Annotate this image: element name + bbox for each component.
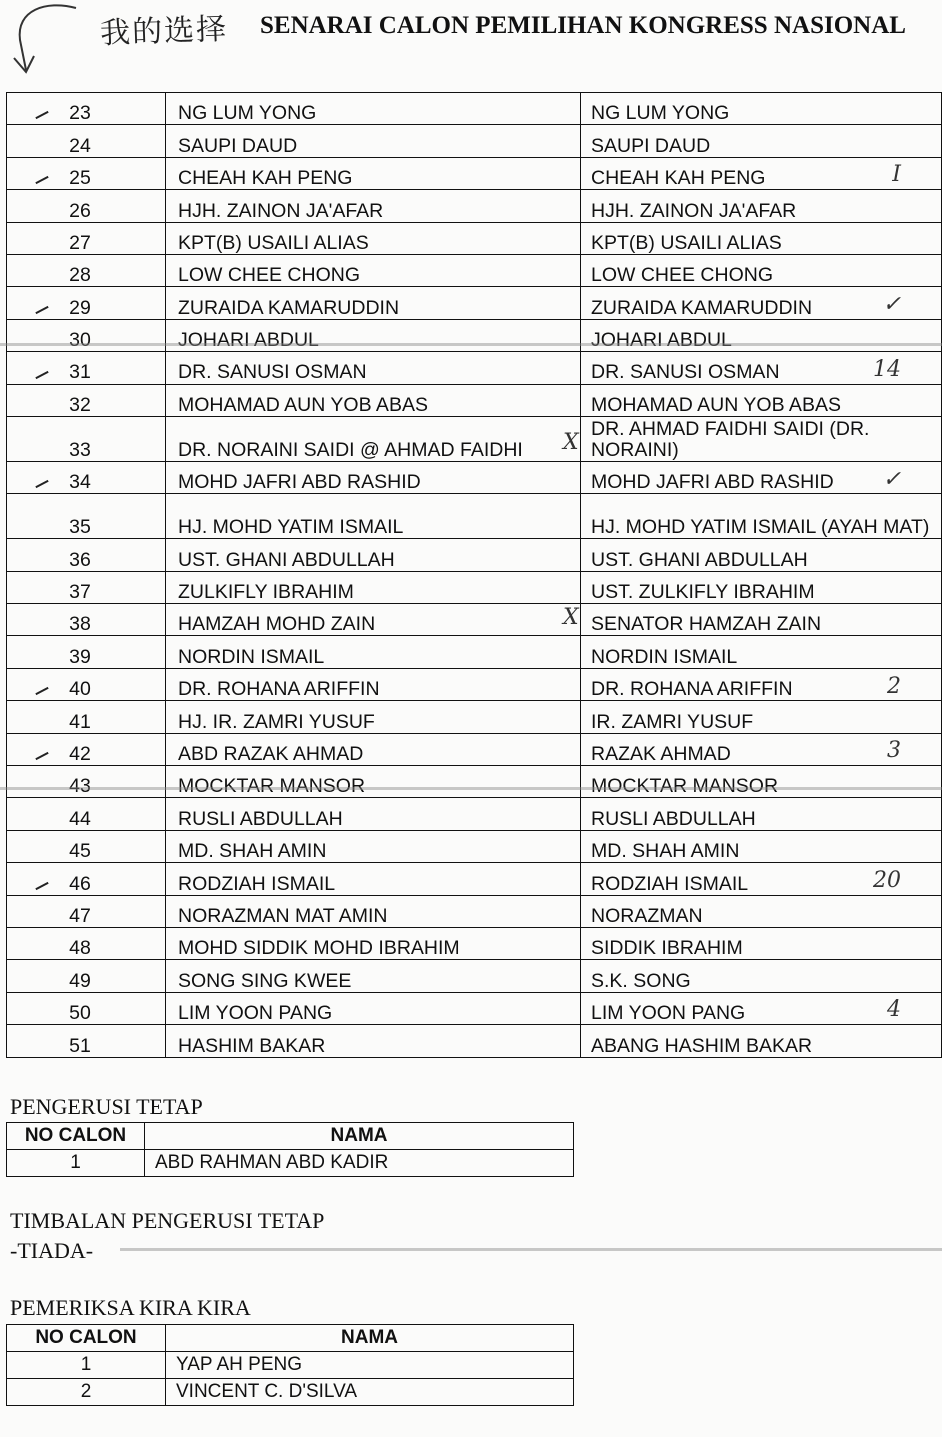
cell-no <box>7 766 166 798</box>
cell-name: DR. NORAINI SAIDI @ AHMAD FAIDHI <box>166 416 581 461</box>
table-row <box>7 254 942 286</box>
pemeriksa-table <box>6 1324 574 1406</box>
row-number: 39 <box>69 645 91 668</box>
row-number: 26 <box>69 199 91 222</box>
tick-mark-icon <box>35 370 48 378</box>
row-number: 31 <box>69 361 91 384</box>
handwritten-mark: 14 <box>873 356 901 382</box>
cell-no <box>7 895 166 927</box>
ballot-name: NORDIN ISMAIL <box>591 645 738 668</box>
table-row <box>7 895 942 927</box>
cell-ballot-name <box>581 895 942 927</box>
cell-ballot-name <box>581 461 942 493</box>
table-row <box>7 733 942 765</box>
row-number: 41 <box>69 710 91 733</box>
table-row <box>7 539 942 571</box>
row-number: 34 <box>69 471 91 494</box>
row-number: 47 <box>69 904 91 927</box>
cell-ballot-name <box>581 992 942 1024</box>
ballot-name: SENATOR HAMZAH ZAIN <box>591 613 822 636</box>
tick-mark-icon <box>35 306 48 314</box>
cell-name: JOHARI ABDUL <box>166 319 581 351</box>
tick-mark-icon <box>35 687 48 695</box>
cell-ballot-name <box>563 604 942 636</box>
cell-ballot-name <box>563 416 942 461</box>
candidate-table <box>6 92 942 1058</box>
cell-no <box>7 668 166 700</box>
cell-ballot-name <box>581 125 942 157</box>
table-row <box>7 1352 574 1379</box>
cell-name: RUSLI ABDULLAH <box>166 798 581 830</box>
table-row <box>7 384 942 416</box>
table-row <box>7 352 942 384</box>
row-number: 29 <box>69 296 91 319</box>
col-header-nama: NAMA <box>166 1325 574 1352</box>
cell-name: LOW CHEE CHONG <box>166 254 581 286</box>
table-row <box>7 798 942 830</box>
row-number: 27 <box>69 231 91 254</box>
cell-no <box>7 93 166 125</box>
col-header-nama: NAMA <box>145 1123 574 1150</box>
cell-ballot-name <box>581 157 942 189</box>
row-number: 24 <box>69 134 91 157</box>
cell-no <box>7 539 166 571</box>
table-row <box>7 1025 942 1057</box>
cell-name: RODZIAH ISMAIL <box>166 863 581 895</box>
cell-no <box>7 960 166 992</box>
cell-no: 1 <box>7 1352 166 1379</box>
cell-ballot-name <box>581 222 942 254</box>
ballot-name: DR. AHMAD FAIDHI SAIDI (DR. NORAINI) <box>591 417 870 461</box>
handwritten-mark: ✓ <box>882 466 901 492</box>
cell-name: MD. SHAH AMIN <box>166 830 581 862</box>
row-number: 45 <box>69 840 91 863</box>
row-number: 28 <box>69 264 91 287</box>
cell-no <box>7 604 166 636</box>
ballot-name: UST. GHANI ABDULLAH <box>591 548 808 571</box>
ballot-name: MOHD JAFRI ABD RASHID <box>591 471 834 494</box>
tick-mark-icon <box>35 881 48 889</box>
tick-mark-icon <box>35 752 48 760</box>
ballot-name: HJH. ZAINON JA'AFAR <box>591 199 797 222</box>
row-number: 36 <box>69 548 91 571</box>
ballot-name: KPT(B) USAILI ALIAS <box>591 231 782 254</box>
cell-no <box>7 830 166 862</box>
cell-no <box>7 157 166 189</box>
row-number: 35 <box>69 516 91 539</box>
cell-no <box>7 571 166 603</box>
cell-name: HAMZAH MOHD ZAIN <box>166 604 581 636</box>
cell-name: KPT(B) USAILI ALIAS <box>166 222 581 254</box>
ballot-name: MOHAMAD AUN YOB ABAS <box>591 393 841 416</box>
cell-name: ZURAIDA KAMARUDDIN <box>166 287 581 319</box>
cell-name: NORAZMAN MAT AMIN <box>166 895 581 927</box>
table-row <box>7 319 942 351</box>
table-row <box>7 125 942 157</box>
ballot-name: RODZIAH ISMAIL <box>591 872 749 895</box>
cell-no: 2 <box>7 1379 166 1406</box>
ballot-name: SIDDIK IBRAHIM <box>591 937 743 960</box>
cell-name: HJ. MOHD YATIM ISMAIL <box>166 494 581 539</box>
cell-ballot-name <box>581 733 942 765</box>
cell-name: LIM YOON PANG <box>166 992 581 1024</box>
ballot-name: NORAZMAN <box>591 904 703 927</box>
cell-ballot-name <box>581 384 942 416</box>
ballot-name: DR. SANUSI OSMAN <box>591 361 780 384</box>
ballot-name: SAUPI DAUD <box>591 134 711 157</box>
cell-no <box>7 190 166 222</box>
cell-no <box>7 254 166 286</box>
cell-ballot-name <box>581 960 942 992</box>
table-row <box>7 494 942 539</box>
cell-name: NG LUM YONG <box>166 93 581 125</box>
cell-name: SONG SING KWEE <box>166 960 581 992</box>
handwritten-mark: 3 <box>887 738 901 764</box>
table-row <box>7 604 942 636</box>
ballot-name: HJ. MOHD YATIM ISMAIL (AYAH MAT) <box>591 516 930 539</box>
ballot-name: JOHARI ABDUL <box>591 329 732 352</box>
table-row <box>7 701 942 733</box>
row-number: 23 <box>69 102 91 125</box>
handwritten-title: 我的选择 <box>99 11 229 52</box>
ballot-name: RUSLI ABDULLAH <box>591 807 756 830</box>
row-number: 30 <box>69 329 91 352</box>
cell-name: ABD RAZAK AHMAD <box>166 733 581 765</box>
cell-ballot-name <box>581 766 942 798</box>
table-row <box>7 461 942 493</box>
cell-name: MOHD JAFRI ABD RASHID <box>166 461 581 493</box>
table-row <box>7 863 942 895</box>
cell-name: ZULKIFLY IBRAHIM <box>166 571 581 603</box>
handwritten-mark: ✓ <box>882 291 901 317</box>
cell-no <box>7 494 166 539</box>
cell-ballot-name <box>581 494 942 539</box>
ballot-name: S.K. SONG <box>591 969 691 992</box>
cell-ballot-name <box>581 830 942 862</box>
ballot-name: CHEAH KAH PENG <box>591 167 766 190</box>
table-row <box>7 416 942 461</box>
cell-no <box>7 863 166 895</box>
paper-crease <box>120 1248 942 1251</box>
cell-name: YAP AH PENG <box>166 1352 574 1379</box>
cell-name: CHEAH KAH PENG <box>166 157 581 189</box>
cell-ballot-name <box>581 863 942 895</box>
cell-name: SAUPI DAUD <box>166 125 581 157</box>
x-mark-icon: X <box>563 430 579 456</box>
ballot-name: IR. ZAMRI YUSUF <box>591 710 754 733</box>
row-number: 48 <box>69 937 91 960</box>
cell-ballot-name <box>581 352 942 384</box>
row-number: 43 <box>69 775 91 798</box>
table-row <box>7 960 942 992</box>
cell-name: HJ. IR. ZAMRI YUSUF <box>166 701 581 733</box>
cell-no <box>7 992 166 1024</box>
handwritten-mark: 4 <box>887 997 901 1023</box>
cell-ballot-name <box>581 190 942 222</box>
ballot-name: LOW CHEE CHONG <box>591 264 774 287</box>
ballot-name: NG LUM YONG <box>591 102 730 125</box>
cell-ballot-name <box>581 927 942 959</box>
row-number: 49 <box>69 969 91 992</box>
cell-no <box>7 287 166 319</box>
cell-name: NORDIN ISMAIL <box>166 636 581 668</box>
row-number: 37 <box>69 581 91 604</box>
col-header-no: NO CALON <box>7 1123 145 1150</box>
row-number: 50 <box>69 1002 91 1025</box>
x-mark-icon: X <box>563 604 579 630</box>
cell-no <box>7 319 166 351</box>
ballot-name: RAZAK AHMAD <box>591 742 731 765</box>
table-row <box>7 1379 574 1406</box>
table-row <box>7 1150 574 1177</box>
cell-no <box>7 461 166 493</box>
cell-ballot-name <box>581 1025 942 1057</box>
table-row <box>7 830 942 862</box>
cell-name: MOHD SIDDIK MOHD IBRAHIM <box>166 927 581 959</box>
cell-ballot-name <box>581 287 942 319</box>
cell-name: VINCENT C. D'SILVA <box>166 1379 574 1406</box>
cell-name: MOHAMAD AUN YOB ABAS <box>166 384 581 416</box>
row-number: 44 <box>69 807 91 830</box>
cell-ballot-name <box>581 571 942 603</box>
table-row <box>7 190 942 222</box>
row-number: 42 <box>69 742 91 765</box>
cell-ballot-name <box>581 636 942 668</box>
table-row <box>7 93 942 125</box>
cell-no: 1 <box>7 1150 145 1177</box>
ballot-name: MD. SHAH AMIN <box>591 840 740 863</box>
cell-name: UST. GHANI ABDULLAH <box>166 539 581 571</box>
pengerusi-table <box>6 1122 574 1177</box>
ballot-name: MOCKTAR MANSOR <box>591 775 779 798</box>
pemeriksa-label: PEMERIKSA KIRA KIRA <box>10 1295 251 1320</box>
cell-name: HJH. ZAINON JA'AFAR <box>166 190 581 222</box>
table-row <box>7 927 942 959</box>
cell-no <box>7 352 166 384</box>
cell-no <box>7 733 166 765</box>
cell-no <box>7 416 166 461</box>
table-row <box>7 992 942 1024</box>
cell-name: ABD RAHMAN ABD KADIR <box>145 1150 574 1177</box>
cell-no <box>7 125 166 157</box>
table-row <box>7 222 942 254</box>
handwritten-mark: 2 <box>887 673 901 699</box>
paper-crease <box>0 787 942 790</box>
cell-name: MOCKTAR MANSOR <box>166 766 581 798</box>
cell-ballot-name <box>581 701 942 733</box>
table-row <box>7 668 942 700</box>
cell-no <box>7 384 166 416</box>
cell-no <box>7 798 166 830</box>
ballot-name: LIM YOON PANG <box>591 1002 746 1025</box>
table-row <box>7 636 942 668</box>
table-row <box>7 287 942 319</box>
ballot-name: DR. ROHANA ARIFFIN <box>591 678 793 701</box>
cell-ballot-name <box>581 254 942 286</box>
row-number: 32 <box>69 393 91 416</box>
document-title: SENARAI CALON PEMILIHAN KONGRESS NASIONAL <box>260 12 906 39</box>
table-row <box>7 571 942 603</box>
cell-ballot-name <box>581 319 942 351</box>
row-number: 46 <box>69 872 91 895</box>
table-row <box>7 766 942 798</box>
col-header-no: NO CALON <box>7 1325 166 1352</box>
cell-name: HASHIM BAKAR <box>166 1025 581 1057</box>
pengerusi-label: PENGERUSI TETAP <box>10 1094 203 1119</box>
row-number: 33 <box>69 438 91 461</box>
cell-no <box>7 701 166 733</box>
ballot-name: ABANG HASHIM BAKAR <box>591 1034 813 1057</box>
curved-arrow-icon <box>6 0 106 80</box>
timbalan-value: -TIADA- <box>10 1238 94 1263</box>
cell-no <box>7 636 166 668</box>
row-number: 25 <box>69 167 91 190</box>
cell-no <box>7 222 166 254</box>
table-row <box>7 157 942 189</box>
row-number: 38 <box>69 613 91 636</box>
handwritten-mark: 20 <box>873 867 901 893</box>
timbalan-label: TIMBALAN PENGERUSI TETAP <box>10 1208 325 1233</box>
tick-mark-icon <box>35 111 48 119</box>
cell-name: DR. SANUSI OSMAN <box>166 352 581 384</box>
handwritten-mark: I <box>892 162 901 188</box>
cell-ballot-name <box>581 668 942 700</box>
row-number: 40 <box>69 678 91 701</box>
cell-name: DR. ROHANA ARIFFIN <box>166 668 581 700</box>
cell-ballot-name <box>581 93 942 125</box>
paper-crease <box>0 343 942 346</box>
cell-no <box>7 927 166 959</box>
tick-mark-icon <box>35 480 48 488</box>
cell-no <box>7 1025 166 1057</box>
cell-ballot-name <box>581 798 942 830</box>
ballot-name: ZURAIDA KAMARUDDIN <box>591 296 813 319</box>
row-number: 51 <box>69 1034 91 1057</box>
tick-mark-icon <box>35 176 48 184</box>
ballot-name: UST. ZULKIFLY IBRAHIM <box>591 581 815 604</box>
cell-ballot-name <box>581 539 942 571</box>
